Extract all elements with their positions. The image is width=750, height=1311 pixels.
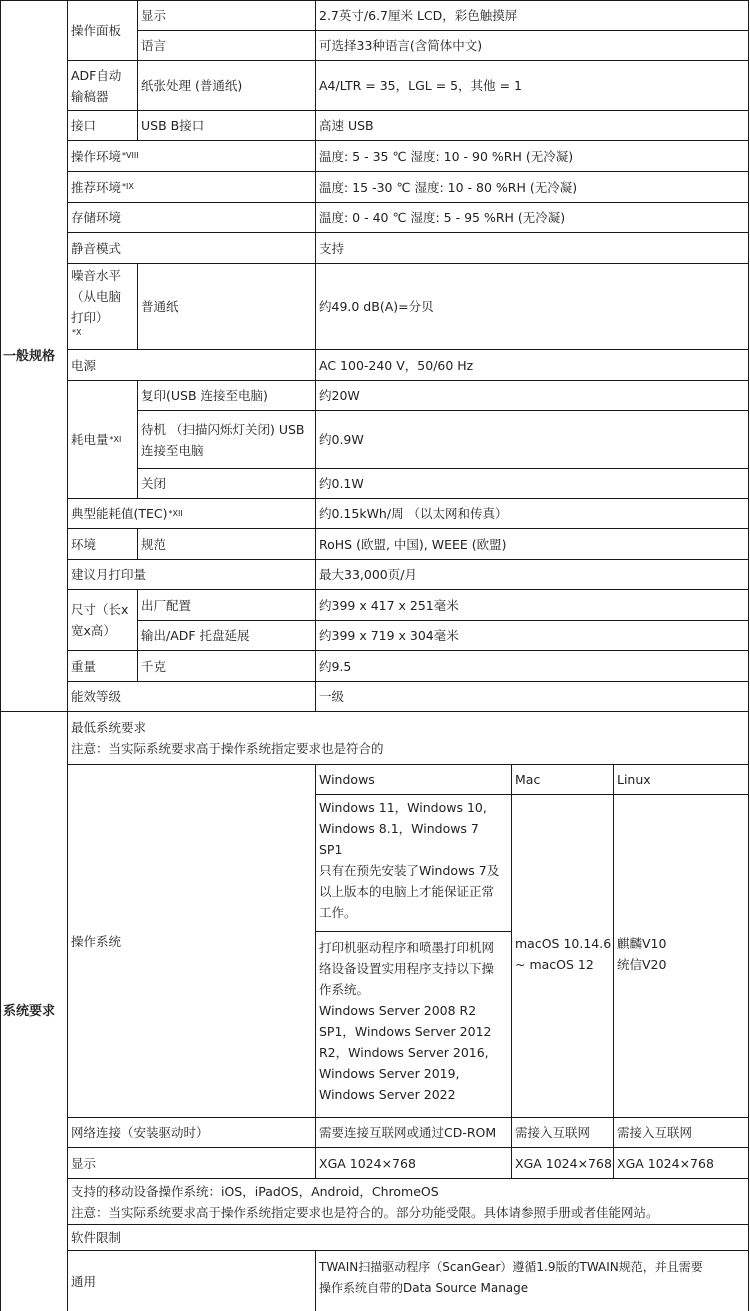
text-line: 工作。 xyxy=(319,905,357,920)
text-line: Windows Server 2022 xyxy=(319,1087,456,1102)
label-noise-level xyxy=(68,264,138,350)
label-dimensions xyxy=(68,590,138,651)
label-network xyxy=(68,1118,316,1148)
header-text: Linux xyxy=(617,772,651,787)
label-operating-env: 操作环境 *VIII xyxy=(68,141,316,172)
text-line: Windows Server 2019, xyxy=(319,1066,460,1081)
value-text: 约0.15kWh/周 （以太网和传真） xyxy=(319,506,508,521)
label-general xyxy=(68,1251,316,1311)
label-standby-consumption xyxy=(138,411,316,469)
label-text: 通用 xyxy=(71,1273,97,1289)
value-quiet-mode xyxy=(316,233,749,264)
label-text: 纸张处理 (普通纸) xyxy=(141,78,243,93)
label-operation-panel xyxy=(68,0,138,61)
value-display-mac xyxy=(512,1148,614,1179)
value-text: 需接入互联网 xyxy=(617,1125,693,1140)
label-usb-port xyxy=(138,111,316,141)
label-text: 出厂配置 xyxy=(141,597,192,613)
value-operating-env xyxy=(316,141,749,172)
label-text: 语言 xyxy=(141,38,167,53)
label-environment xyxy=(68,529,138,560)
label-text: USB B接口 xyxy=(141,118,205,133)
value-language xyxy=(316,31,749,61)
windows-os-lines xyxy=(319,797,499,923)
label-line: 连接至电脑 xyxy=(141,442,204,458)
label-text: 显示 xyxy=(141,8,167,23)
header-mac xyxy=(512,765,614,795)
value-text: 支持 xyxy=(319,240,345,256)
value-off-consumption xyxy=(316,469,749,499)
value-text: 约0.1W xyxy=(319,476,364,491)
label-text: 操作环境 xyxy=(71,148,122,164)
label-line: 输稿器 xyxy=(71,88,109,104)
value-display-linux xyxy=(614,1148,749,1179)
label-factory-config xyxy=(138,590,316,621)
value-storage-env xyxy=(316,203,749,233)
label-text: 环境 xyxy=(71,536,97,552)
value-text: 最大33,000页/月 xyxy=(319,567,417,582)
value-weight xyxy=(316,651,749,682)
header-text: Windows xyxy=(319,772,375,787)
text-line: 作系统。 xyxy=(319,982,370,997)
value-text: 可选择33种语言(含简体中文) xyxy=(319,38,483,53)
label-text: 复印(USB 连接至电脑) xyxy=(141,388,268,403)
value-paper-handling xyxy=(316,61,749,111)
label-power xyxy=(68,350,316,381)
label-display-req xyxy=(68,1148,316,1179)
value-display xyxy=(316,0,749,31)
mobile-os-note xyxy=(68,1179,749,1225)
section-label-general xyxy=(0,0,68,712)
text-line: 打印机驱动程序和喷墨打印机网 xyxy=(319,940,495,955)
label-text: 千克 xyxy=(141,658,167,674)
software-limit-header xyxy=(68,1225,749,1251)
text-line: 麒麟V10 xyxy=(617,936,667,951)
value-text: XGA 1024×768 xyxy=(319,1155,416,1171)
label-text: 操作系统 xyxy=(71,933,122,949)
value-network-mac xyxy=(512,1118,614,1148)
value-text: XGA 1024×768 xyxy=(617,1155,714,1171)
label-text: 关闭 xyxy=(141,476,167,491)
label-text: 接口 xyxy=(71,118,97,133)
min-req-title: 最低系统要求 xyxy=(71,720,147,735)
label-off-consumption xyxy=(138,469,316,499)
value-copy-consumption xyxy=(316,381,749,411)
windows-server-lines xyxy=(319,937,494,1105)
value-text: A4/LTR = 35，LGL = 5，其他 = 1 xyxy=(319,78,522,93)
linux-os-value xyxy=(614,795,749,1118)
text-line: macOS 10.14.6 xyxy=(515,936,612,951)
value-text: 一级 xyxy=(319,689,345,704)
label-text: 规范 xyxy=(141,536,167,552)
label-line: 待机 （扫描闪烁灯关闭) USB xyxy=(141,421,305,437)
value-noise-level xyxy=(316,264,749,350)
value-extended-tray xyxy=(316,621,749,651)
header-windows xyxy=(316,765,512,795)
value-text: 需接入互联网 xyxy=(515,1125,591,1140)
label-text: 推荐环境 xyxy=(71,179,122,195)
value-text: 约0.9W xyxy=(319,432,364,447)
label-text: 静音模式 xyxy=(71,240,122,256)
value-network-windows xyxy=(316,1118,512,1148)
label-plain-paper xyxy=(138,264,316,350)
value-monthly-volume xyxy=(316,560,749,590)
value-text: 温度: 15 -30 ℃ 湿度: 10 - 80 %RH (无冷凝) xyxy=(319,179,578,195)
text-line: SP1，Windows Server 2012 xyxy=(319,1024,492,1039)
label-text: 重量 xyxy=(71,658,97,674)
value-line: TWAIN扫描驱动程序（ScanGear）遵循1.9版的TWAIN规范，并且需要 xyxy=(319,1260,703,1274)
label-power-consumption: 耗电量 *XI xyxy=(68,381,138,499)
label-os xyxy=(68,765,316,1118)
label-text: 操作面板 xyxy=(71,23,122,38)
label-tec: 典型能耗值(TEC) *XII xyxy=(68,499,316,529)
value-recommended-env xyxy=(316,172,749,203)
label-line: 尺寸（长x xyxy=(71,602,129,617)
text-line: SP1 xyxy=(319,842,343,857)
label-language xyxy=(138,31,316,61)
header-linux xyxy=(614,765,749,795)
text-line: 统信V20 xyxy=(617,957,667,972)
value-text: 约399 x 719 x 304毫米 xyxy=(319,628,459,643)
label-interface xyxy=(68,111,138,141)
value-text: 需要连接互联网或通过CD-ROM xyxy=(319,1125,497,1140)
label-adf xyxy=(68,61,138,111)
label-text: 电源 xyxy=(71,357,97,373)
label-quiet-mode xyxy=(68,233,316,264)
mac-os-value xyxy=(512,795,614,1118)
label-line: 噪音水平 xyxy=(71,267,122,283)
value-network-linux xyxy=(614,1118,749,1148)
value-display-windows xyxy=(316,1148,512,1179)
value-text: 约20W xyxy=(319,388,360,403)
label-efficiency xyxy=(68,682,316,712)
value-text: 高速 USB xyxy=(319,118,374,133)
label-weight xyxy=(68,651,138,682)
text-line: Windows 11，Windows 10, xyxy=(319,800,487,815)
text-line: 络设备设置实用程序支持以下操 xyxy=(319,961,495,976)
value-text: 温度: 5 - 35 ℃ 湿度: 10 - 90 %RH (无冷凝) xyxy=(319,148,574,164)
value-environment xyxy=(316,529,749,560)
label-text: 普通纸 xyxy=(141,299,179,314)
section-title: 系统要求 xyxy=(3,1004,56,1019)
value-interface xyxy=(316,111,749,141)
label-line: （从电脑 xyxy=(71,288,122,304)
min-requirements xyxy=(68,712,749,765)
value-text: AC 100-240 V，50/60 Hz xyxy=(319,357,474,373)
footnote-mark: *X xyxy=(72,327,82,337)
value-text: XGA 1024×768 xyxy=(515,1155,612,1171)
windows-os-list xyxy=(316,795,512,932)
label-extended-tray xyxy=(138,621,316,651)
label-text: 耗电量 xyxy=(71,432,109,447)
header-text: Mac xyxy=(515,772,541,787)
label-text: 能效等级 xyxy=(71,689,122,704)
value-general xyxy=(316,1251,749,1311)
windows-server-list xyxy=(316,932,512,1118)
value-tec xyxy=(316,499,749,529)
label-kg xyxy=(138,651,316,682)
mac-os-lines xyxy=(515,933,611,975)
mobile-os-line: 支持的移动设备操作系统：iOS，iPadOS，Android，ChromeOS xyxy=(71,1183,439,1199)
mobile-os-note-line: 注意：当实际系统要求高于操作系统指定要求也是符合的。部分功能受限。具体请参照手册或者佳能网站。 xyxy=(71,1204,659,1220)
text-line: 以上版本的电脑上才能保证正常 xyxy=(319,884,495,899)
label-monthly-volume xyxy=(68,560,316,590)
label-line: 打印） xyxy=(71,309,109,325)
section-label-system xyxy=(0,712,68,1311)
value-line: 操作系统自带的Data Source Manage xyxy=(319,1281,529,1295)
text-line: 只有在预先安装了Windows 7及 xyxy=(319,863,500,878)
text-line: Windows 8.1，Windows 7 xyxy=(319,821,479,836)
label-text: 存储环境 xyxy=(71,210,122,225)
value-standby-consumption xyxy=(316,411,749,469)
min-req-note: 注意：当实际系统要求高于操作系统指定要求也是符合的 xyxy=(71,741,384,756)
linux-os-lines xyxy=(617,933,666,975)
label-paper-handling xyxy=(138,61,316,111)
label-line: ADF自动 xyxy=(71,67,122,83)
value-text: 约49.0 dB(A)=分贝 xyxy=(319,299,434,314)
label-storage-env xyxy=(68,203,316,233)
text-line: Windows Server 2008 R2 xyxy=(319,1003,477,1018)
value-efficiency xyxy=(316,682,749,712)
value-text: 约9.5 xyxy=(319,658,352,674)
label-text: 建议月打印量 xyxy=(71,567,147,582)
value-text: 约399 x 417 x 251毫米 xyxy=(319,597,459,613)
label-display xyxy=(138,0,316,31)
label-text: 软件限制 xyxy=(71,1230,122,1245)
label-text: 显示 xyxy=(71,1155,97,1171)
label-text: 网络连接（安装驱动时） xyxy=(71,1125,209,1140)
section-title: 一般规格 xyxy=(3,348,56,364)
label-text: 输出/ADF 托盘延展 xyxy=(141,628,250,643)
label-line: 宽x高） xyxy=(71,623,116,638)
value-power xyxy=(316,350,749,381)
value-factory-config xyxy=(316,590,749,621)
label-recommended-env: 推荐环境 *IX xyxy=(68,172,316,203)
label-text: 典型能耗值(TEC) xyxy=(71,506,168,521)
value-text: 温度: 0 - 40 ℃ 湿度: 5 - 95 %RH (无冷凝) xyxy=(319,210,566,225)
text-line: ~ macOS 12 xyxy=(515,957,594,972)
text-line: R2，Windows Server 2016, xyxy=(319,1045,489,1060)
label-copy-consumption xyxy=(138,381,316,411)
value-text: 2.7英寸/6.7厘米 LCD，彩色触摸屏 xyxy=(319,8,518,23)
label-standard xyxy=(138,529,316,560)
value-text: RoHS (欧盟, 中国), WEEE (欧盟) xyxy=(319,536,507,552)
